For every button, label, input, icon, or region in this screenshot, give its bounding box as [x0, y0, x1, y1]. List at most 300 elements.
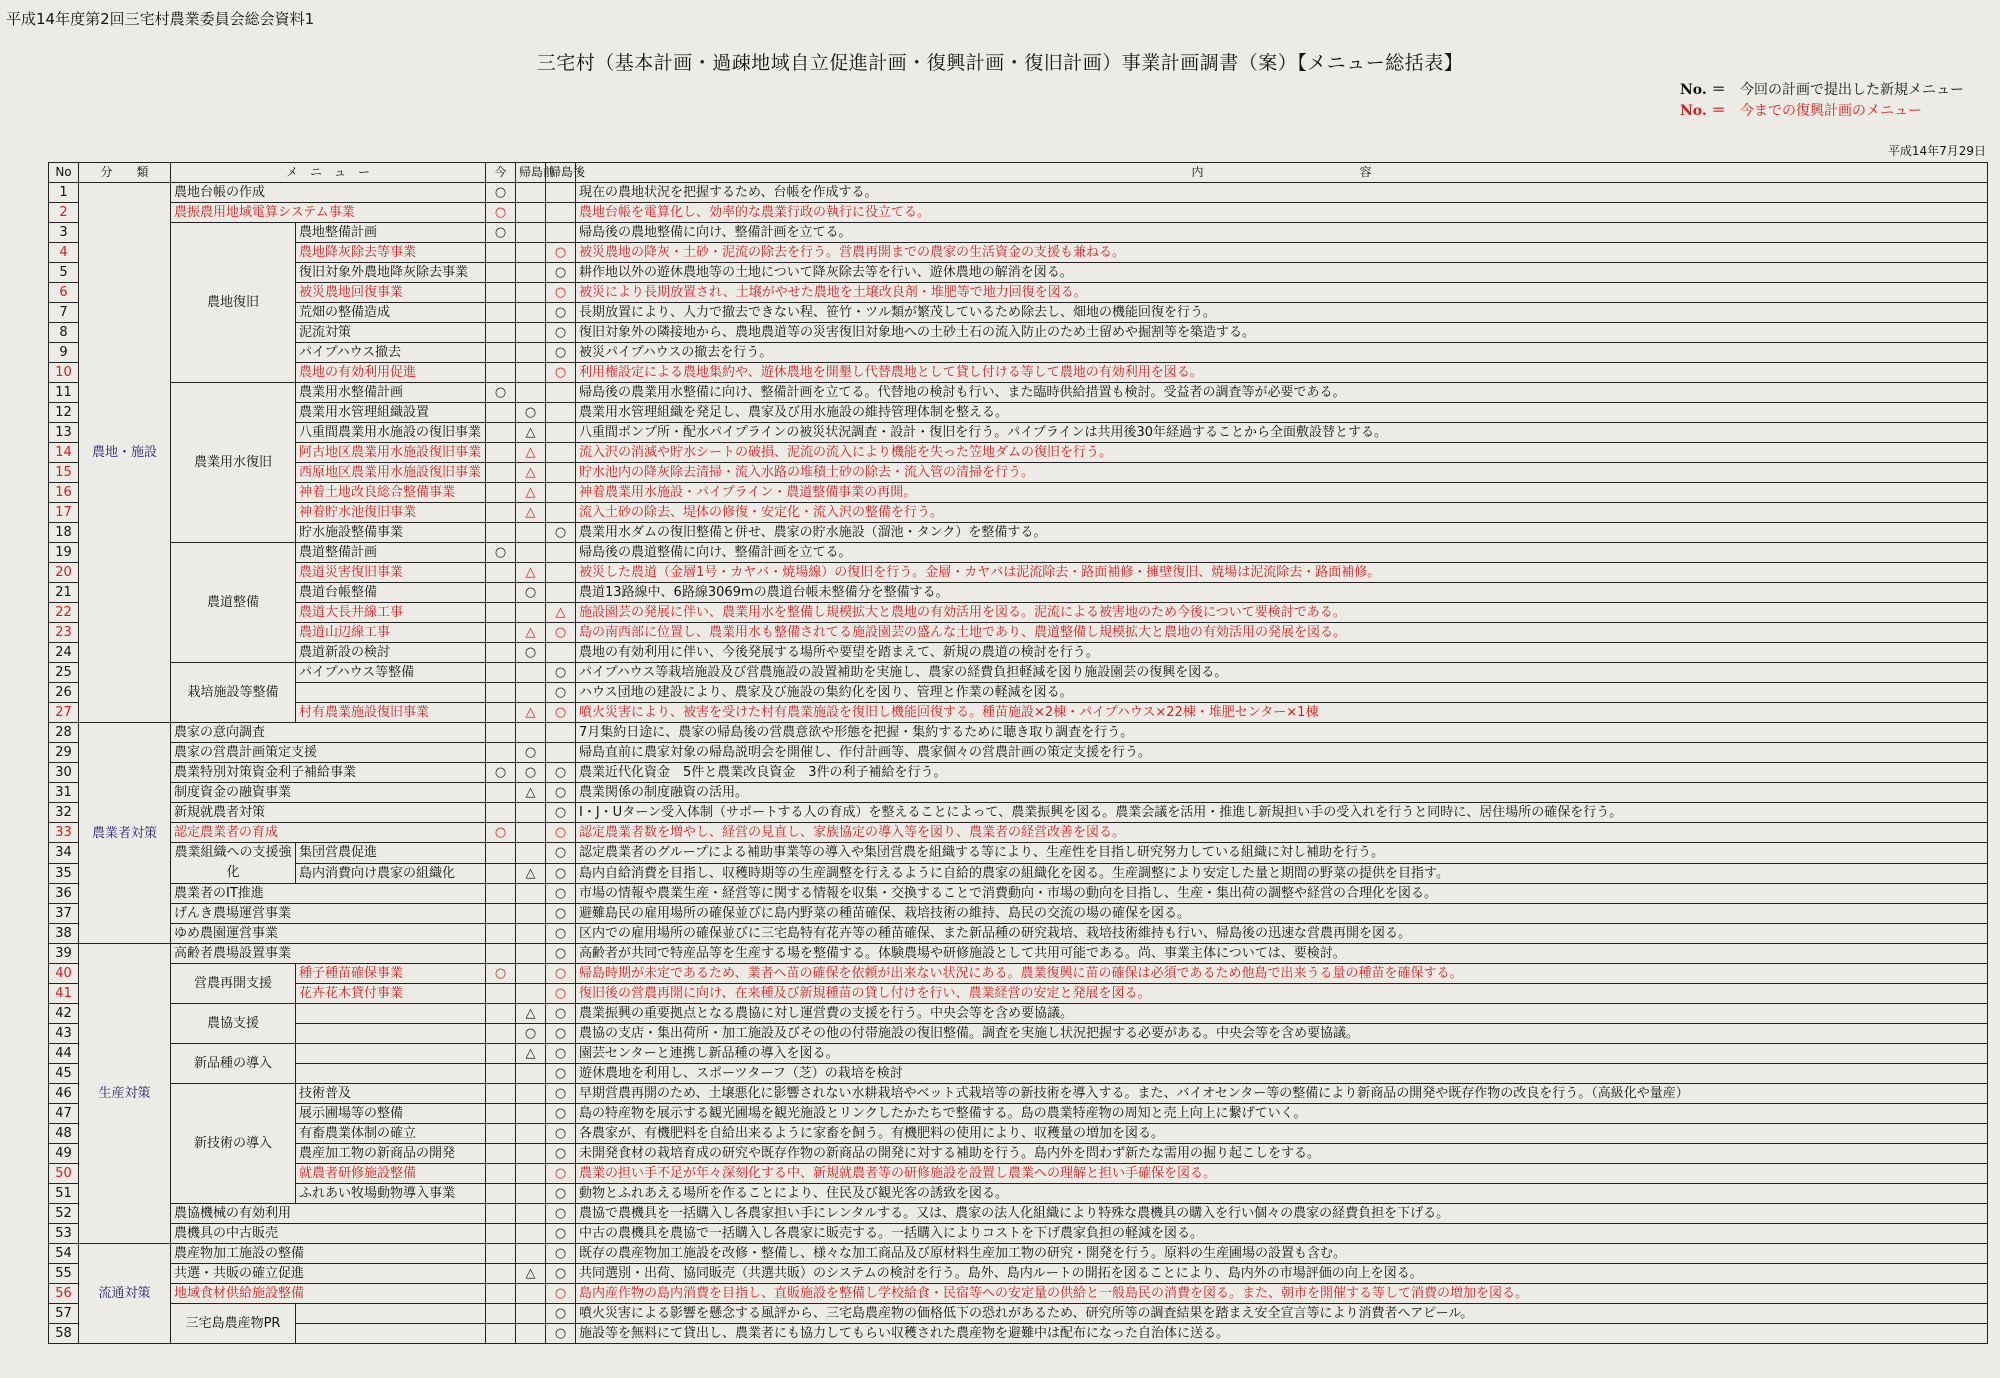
mark-after-return — [546, 203, 576, 223]
content-cell: 中古の農機具を農協で一括購入し各農家に販売する。一括購入によりコストを下げ農家負担の軽減を図る。 — [576, 1224, 1988, 1244]
mark-after-return — [546, 583, 576, 603]
row-number: 32 — [49, 803, 79, 823]
mark-ima — [486, 743, 516, 763]
mark-before-return — [516, 683, 546, 703]
mark-after-return: ○ — [546, 1024, 576, 1044]
mark-after-return: ○ — [546, 1044, 576, 1064]
row-number: 41 — [49, 984, 79, 1004]
mark-after-return — [546, 423, 576, 443]
menu-item: 泥流対策 — [296, 323, 486, 343]
menu-item — [296, 1024, 486, 1044]
content-cell: 農地の有効利用に伴い、今後発展する場所や要望を踏まえて、新規の農道の検討を行う。 — [576, 643, 1988, 663]
row-number: 8 — [49, 323, 79, 343]
content-cell: 被災パイプハウスの撤去を行う。 — [576, 343, 1988, 363]
content-cell: パイプハウス等栽培施設及び営農施設の設置補助を実施し、農家の経費負担軽減を図り施設園芸の復興を図る。 — [576, 663, 1988, 683]
mark-ima — [486, 403, 516, 423]
subgroup-label: 農地復旧 — [171, 223, 296, 383]
menu-item: 農地整備計画 — [296, 223, 486, 243]
mark-ima — [486, 1164, 516, 1184]
row-number: 46 — [49, 1084, 79, 1104]
menu-item: 被災農地回復事業 — [296, 283, 486, 303]
mark-after-return: ○ — [546, 884, 576, 904]
table-row — [49, 1224, 1988, 1244]
mark-before-return: △ — [516, 563, 546, 583]
legend-no: No. ＝ — [1680, 103, 1726, 119]
mark-after-return: ○ — [546, 623, 576, 643]
header-after: 帰島後 — [546, 163, 576, 183]
table-row — [49, 1144, 1988, 1164]
mark-ima — [486, 1244, 516, 1264]
content-cell: 帰島後の農地整備に向け、整備計画を立てる。 — [576, 223, 1988, 243]
mark-after-return: ○ — [546, 1184, 576, 1204]
mark-after-return: ○ — [546, 783, 576, 803]
table-row — [49, 1024, 1988, 1044]
table-row — [49, 303, 1988, 323]
mark-before-return: ○ — [516, 1024, 546, 1044]
mark-before-return — [516, 1244, 546, 1264]
mark-after-return: ○ — [546, 944, 576, 964]
content-cell: 農業用水ダムの復旧整備と併せ、農家の貯水施設（溜池・タンク）を整備する。 — [576, 523, 1988, 543]
table-row — [49, 1004, 1988, 1024]
content-cell: I・J・Uターン受入体制（サポートする人の育成）を整えることによって、農業振興を図る。農業会議を活用・推進し新規担い手の受入れを行うと同時に、居住場所の確保を行う。 — [576, 803, 1988, 823]
content-cell: 流入土砂の除去、堤体の修復・安定化・流入沢の整備を行う。 — [576, 503, 1988, 523]
table-row — [49, 403, 1988, 423]
table-row — [49, 503, 1988, 523]
content-cell: 復旧後の営農再開に向け、在来種及び新規種苗の貸し付けを行い、農業経営の安定と発展を図る。 — [576, 984, 1988, 1004]
row-number: 53 — [49, 1224, 79, 1244]
row-number: 39 — [49, 944, 79, 964]
row-number: 42 — [49, 1004, 79, 1024]
menu-item: 農道山辺線工事 — [296, 623, 486, 643]
mark-before-return — [516, 723, 546, 743]
table-row — [49, 243, 1988, 263]
mark-ima — [486, 1004, 516, 1024]
mark-ima — [486, 1104, 516, 1124]
content-cell: 島の特産物を展示する観光圃場を観光施設とリンクしたかたちで整備する。島の農業特産物の周知と売上向上に繋げていく。 — [576, 1104, 1988, 1124]
menu-summary-table — [48, 162, 1988, 1344]
mark-before-return — [516, 944, 546, 964]
row-number: 11 — [49, 383, 79, 403]
menu-item: 神着土地改良総合整備事業 — [296, 483, 486, 503]
content-cell: 7月集約日途に、農家の帰島後の営農意欲や形態を把握・集約するために聴き取り調査を行う。 — [576, 723, 1988, 743]
content-cell: 帰島直前に農家対象の帰島説明会を開催し、作付計画等、農家個々の営農計画の策定支援を行う。 — [576, 743, 1988, 763]
menu-item — [296, 683, 486, 703]
content-cell: 島内自給消費を目指し、収穫時期等の生産調整を行えるように自給的農家の組織化を図る。生産調整により安定した量と期間の野菜の提供を目指す。 — [576, 863, 1988, 884]
table-row — [49, 663, 1988, 683]
mark-ima — [486, 583, 516, 603]
table-row — [49, 1124, 1988, 1144]
mark-ima — [486, 523, 516, 543]
mark-ima — [486, 924, 516, 944]
table-row — [49, 323, 1988, 343]
content-cell: 噴火災害による影響を懸念する風評から、三宅島農産物の価格低下の恐れがあるため、研究所等の調査結果を踏まえ安全宣言等により消費者へアピール。 — [576, 1304, 1988, 1324]
mark-after-return: ○ — [546, 243, 576, 263]
menu-item: 島内消費向け農家の組織化 — [296, 863, 486, 884]
table-row — [49, 944, 1988, 964]
mark-before-return — [516, 904, 546, 924]
table-row — [49, 543, 1988, 563]
table-row — [49, 1244, 1988, 1264]
row-number: 5 — [49, 263, 79, 283]
mark-ima: ○ — [486, 183, 516, 203]
mark-before-return: △ — [516, 503, 546, 523]
menu-item: 地域食材供給施設整備 — [171, 1284, 486, 1304]
row-number: 30 — [49, 763, 79, 783]
subgroup-label: 営農再開支援 — [171, 964, 296, 1004]
content-cell: 農地台帳を電算化し、効率的な農業行政の執行に役立てる。 — [576, 203, 1988, 223]
row-number: 49 — [49, 1144, 79, 1164]
mark-after-return: ○ — [546, 1084, 576, 1104]
mark-ima — [486, 663, 516, 683]
menu-item: 神着貯水池復旧事業 — [296, 503, 486, 523]
row-number: 36 — [49, 884, 79, 904]
row-number: 38 — [49, 924, 79, 944]
content-cell: 農協で農機具を一括購入し各農家担い手にレンタルする。又は、農家の法人化組織により特殊な農機具の購入を行い個々の農家の経費負担を下げる。 — [576, 1204, 1988, 1224]
mark-before-return — [516, 823, 546, 843]
header-before: 帰島前 — [516, 163, 546, 183]
mark-before-return — [516, 263, 546, 283]
mark-ima — [486, 283, 516, 303]
table-row — [49, 283, 1988, 303]
subgroup-label: 栽培施設等整備 — [171, 663, 296, 723]
mark-after-return: ○ — [546, 1304, 576, 1324]
table-row — [49, 443, 1988, 463]
mark-before-return — [516, 1144, 546, 1164]
mark-ima — [486, 303, 516, 323]
table-row — [49, 683, 1988, 703]
content-cell: 被災農地の降灰・土砂・泥流の除去を行う。営農再開までの農家の生活資金の支援も兼ねる。 — [576, 243, 1988, 263]
table-row — [49, 984, 1988, 1004]
mark-after-return: ○ — [546, 1004, 576, 1024]
row-number: 12 — [49, 403, 79, 423]
mark-before-return — [516, 1324, 546, 1344]
mark-after-return — [546, 403, 576, 423]
content-cell: 被災により長期放置され、土壌がやせた農地を土壌改良剤・堆肥等で地力回復を図る。 — [576, 283, 1988, 303]
content-cell: 園芸センターと連携し新品種の導入を図る。 — [576, 1044, 1988, 1064]
header-ima: 今 — [486, 163, 516, 183]
menu-item: 農産物加工施設の整備 — [171, 1244, 486, 1264]
content-cell: 高齢者が共同で特産品等を生産する場を整備する。体験農場や研修施設として共用可能である。尚、事業主体については、要検討。 — [576, 944, 1988, 964]
legend-text: 今回の計画で提出した新規メニュー — [1740, 82, 1964, 98]
mark-ima — [486, 323, 516, 343]
table-row — [49, 563, 1988, 583]
menu-item: 復旧対象外農地降灰除去事業 — [296, 263, 486, 283]
content-cell: 農協の支店・集出荷所・加工施設及びその他の付帯施設の復旧整備。調査を実施し状況把握する必要がある。中央会等を含め要協議。 — [576, 1024, 1988, 1044]
menu-item — [296, 1044, 486, 1064]
content-cell: 既存の農産物加工施設を改修・整備し、様々な加工商品及び原材料生産加工物の研究・開発を行う。原料の生産圃場の設置も含む。 — [576, 1244, 1988, 1264]
mark-ima — [486, 1304, 516, 1324]
table-row — [49, 703, 1988, 723]
menu-item: 農産加工物の新商品の開発 — [296, 1144, 486, 1164]
mark-after-return: ○ — [546, 964, 576, 984]
row-number: 18 — [49, 523, 79, 543]
mark-ima — [486, 1324, 516, 1344]
menu-item: 就農者研修施設整備 — [296, 1164, 486, 1184]
mark-before-return — [516, 303, 546, 323]
mark-after-return: ○ — [546, 803, 576, 823]
row-number: 25 — [49, 663, 79, 683]
menu-item: 農道整備計画 — [296, 543, 486, 563]
content-cell: 貯水池内の降灰除去清掃・流入水路の堆積土砂の除去・流入管の清掃を行う。 — [576, 463, 1988, 483]
menu-item: 共選・共販の確立促進 — [171, 1264, 486, 1284]
mark-ima — [486, 1024, 516, 1044]
mark-after-return — [546, 743, 576, 763]
mark-before-return — [516, 984, 546, 1004]
subgroup-label: 農業組織への支援強化 — [171, 843, 296, 884]
content-cell: 未開発食材の栽培育成の研究や既存作物の新商品の開発に対する補助を行う。島内外を問わず新たな需用の掘り起こしをする。 — [576, 1144, 1988, 1164]
table-row — [49, 583, 1988, 603]
mark-after-return: ○ — [546, 703, 576, 723]
content-cell: 認定農業者のグループによる補助事業等の導入や集団営農を組織する等により、生産性を目指し研究努力している組織に対し補助を行う。 — [576, 843, 1988, 864]
mark-after-return: ○ — [546, 683, 576, 703]
table-row — [49, 183, 1988, 203]
table-row — [49, 643, 1988, 663]
subgroup-label: 農協支援 — [171, 1004, 296, 1044]
mark-after-return — [546, 443, 576, 463]
row-number: 3 — [49, 223, 79, 243]
content-cell: 耕作地以外の遊休農地等の土地について降灰除去等を行い、遊休農地の解消を図る。 — [576, 263, 1988, 283]
table-row — [49, 743, 1988, 763]
category-label: 流通対策 — [79, 1244, 171, 1344]
row-number: 7 — [49, 303, 79, 323]
table-row — [49, 603, 1988, 623]
table-row — [49, 863, 1988, 884]
mark-ima — [486, 1124, 516, 1144]
mark-after-return — [546, 563, 576, 583]
content-cell: 被災した農道（金層1号・カヤバ・焼場線）の復旧を行う。金層・カヤバは泥流除去・路面補修・擁壁復旧、焼場は泥流除去・路面補修。 — [576, 563, 1988, 583]
row-number: 54 — [49, 1244, 79, 1264]
mark-before-return — [516, 283, 546, 303]
row-number: 37 — [49, 904, 79, 924]
mark-ima — [486, 803, 516, 823]
mark-before-return — [516, 183, 546, 203]
row-number: 33 — [49, 823, 79, 843]
table-row — [49, 1104, 1988, 1124]
content-cell: 流入沢の消滅や貯水シートの破損、泥流の流入により機能を失った笠地ダムの復旧を行う。 — [576, 443, 1988, 463]
row-number: 40 — [49, 964, 79, 984]
menu-item: ふれあい牧場動物導入事業 — [296, 1184, 486, 1204]
row-number: 57 — [49, 1304, 79, 1324]
table-row — [49, 483, 1988, 503]
mark-after-return — [546, 223, 576, 243]
mark-before-return: △ — [516, 1044, 546, 1064]
mark-ima — [486, 1044, 516, 1064]
mark-ima — [486, 783, 516, 803]
table-row — [49, 1324, 1988, 1344]
menu-item: 農道大長井線工事 — [296, 603, 486, 623]
menu-item: 集団営農促進 — [296, 843, 486, 864]
mark-before-return — [516, 1084, 546, 1104]
mark-ima — [486, 263, 516, 283]
mark-after-return: ○ — [546, 283, 576, 303]
mark-after-return: ○ — [546, 843, 576, 864]
menu-item: 農協機械の有効利用 — [171, 1204, 486, 1224]
menu-item: 荒畑の整備造成 — [296, 303, 486, 323]
row-number: 35 — [49, 863, 79, 884]
subgroup-label: 農業用水復旧 — [171, 383, 296, 543]
content-cell: 復旧対象外の隣接地から、農地農道等の災害復旧対象地への土砂土石の流入防止のため土留めや掘割等を築造する。 — [576, 323, 1988, 343]
mark-ima — [486, 1264, 516, 1284]
mark-ima — [486, 243, 516, 263]
mark-before-return: △ — [516, 423, 546, 443]
mark-ima: ○ — [486, 823, 516, 843]
table-row — [49, 263, 1988, 283]
mark-ima — [486, 483, 516, 503]
content-cell: 帰島時期が未定であるため、業者へ苗の確保を依頼が出来ない状況にある。農業復興に苗の確保は必須であるため他島で出来うる量の種苗を確保する。 — [576, 964, 1988, 984]
menu-item: 農地降灰除去等事業 — [296, 243, 486, 263]
mark-ima — [486, 623, 516, 643]
menu-item: 認定農業者の育成 — [171, 823, 486, 843]
row-number: 45 — [49, 1064, 79, 1084]
row-number: 51 — [49, 1184, 79, 1204]
mark-after-return — [546, 483, 576, 503]
legend-item-new — [1680, 80, 1964, 101]
row-number: 20 — [49, 563, 79, 583]
mark-after-return: ○ — [546, 1144, 576, 1164]
menu-item: 農地台帳の作成 — [171, 183, 486, 203]
mark-before-return — [516, 363, 546, 383]
menu-item: 有畜農業体制の確立 — [296, 1124, 486, 1144]
mark-before-return: △ — [516, 1004, 546, 1024]
content-cell: ハウス団地の建設により、農家及び施設の集約化を図り、管理と作業の軽減を図る。 — [576, 683, 1988, 703]
mark-before-return — [516, 383, 546, 403]
menu-item: 貯水施設整備事業 — [296, 523, 486, 543]
mark-ima — [486, 1064, 516, 1084]
content-cell: 現在の農地状況を把握するため、台帳を作成する。 — [576, 183, 1988, 203]
table-row — [49, 203, 1988, 223]
mark-before-return — [516, 843, 546, 864]
menu-item: 農地の有効利用促進 — [296, 363, 486, 383]
row-number: 43 — [49, 1024, 79, 1044]
mark-ima — [486, 563, 516, 583]
table-row — [49, 1064, 1988, 1084]
content-cell: 区内での雇用場所の確保並びに三宅島特有花卉等の種苗確保、また新品種の研究栽培、栽培技術維持も行い、帰島後の迅速な営農再開を図る。 — [576, 924, 1988, 944]
subgroup-label: 農道整備 — [171, 543, 296, 663]
menu-item: 技術普及 — [296, 1084, 486, 1104]
document-title: 三宅村（基本計画・過疎地域自立促進計画・復興計画・復旧計画）事業計画調書（案）【メニュー総括表】 — [536, 52, 1464, 74]
content-cell: 農業近代化資金 5件と農業改良資金 3件の利子補給を行う。 — [576, 763, 1988, 783]
mark-after-return: ○ — [546, 1104, 576, 1124]
table-body — [49, 183, 1988, 1344]
subgroup-label: 新技術の導入 — [171, 1084, 296, 1204]
table-header — [49, 163, 1988, 183]
content-cell: 早期営農再開のため、土壌悪化に影響されない水耕栽培やベット式栽培等の新技術を導入する。また、バイオセンター等の整備により新商品の開発や既存作物の改良を行う。（高級化や量産） — [576, 1084, 1988, 1104]
content-cell: 農業用水管理組織を発足し、農家及び用水施設の維持管理体制を整える。 — [576, 403, 1988, 423]
mark-before-return: △ — [516, 443, 546, 463]
table-row — [49, 964, 1988, 984]
table-row — [49, 783, 1988, 803]
row-number: 21 — [49, 583, 79, 603]
table-row — [49, 763, 1988, 783]
menu-item: ゆめ農園運営事業 — [171, 924, 486, 944]
content-cell: 遊休農地を利用し、スポーツターフ（芝）の栽培を検討 — [576, 1064, 1988, 1084]
mark-after-return: ○ — [546, 1324, 576, 1344]
mark-ima — [486, 343, 516, 363]
mark-before-return: △ — [516, 623, 546, 643]
mark-after-return — [546, 463, 576, 483]
mark-after-return — [546, 503, 576, 523]
mark-ima — [486, 1204, 516, 1224]
mark-before-return — [516, 663, 546, 683]
mark-before-return: ○ — [516, 643, 546, 663]
content-cell: 農道13路線中、6路線3069mの農道台帳未整備分を整備する。 — [576, 583, 1988, 603]
mark-after-return — [546, 723, 576, 743]
mark-ima — [486, 363, 516, 383]
content-cell: 農業関係の制度融資の活用。 — [576, 783, 1988, 803]
menu-item: 農家の意向調査 — [171, 723, 486, 743]
row-number: 1 — [49, 183, 79, 203]
menu-item: 農業者のIT推進 — [171, 884, 486, 904]
menu-item: げんき農場運営事業 — [171, 904, 486, 924]
table-row — [49, 1284, 1988, 1304]
mark-before-return — [516, 924, 546, 944]
mark-ima: ○ — [486, 203, 516, 223]
menu-item: 農業特別対策資金利子補給事業 — [171, 763, 486, 783]
content-cell: 神着農業用水施設・パイプライン・農道整備事業の再開。 — [576, 483, 1988, 503]
mark-before-return — [516, 803, 546, 823]
mark-ima — [486, 1144, 516, 1164]
content-cell: 避難島民の雇用場所の確保並びに島内野菜の種苗確保、栽培技術の維持、島民の交流の場の確保を図る。 — [576, 904, 1988, 924]
menu-item: 新規就農者対策 — [171, 803, 486, 823]
menu-item: 農道新設の検討 — [296, 643, 486, 663]
header-no: No — [49, 163, 79, 183]
mark-ima — [486, 643, 516, 663]
table-row — [49, 523, 1988, 543]
table-row — [49, 363, 1988, 383]
mark-after-return: ○ — [546, 363, 576, 383]
content-cell: 島の南西部に位置し、農業用水も整備されてる施設園芸の盛んな土地であり、農道整備し規模拡大と農地の有効活用の発展を図る。 — [576, 623, 1988, 643]
content-cell: 帰島後の農業用水整備に向け、整備計画を立てる。代替地の検討も行い、また臨時供給措置も検討。受益者の調査等が必要である。 — [576, 383, 1988, 403]
mark-after-return: ○ — [546, 323, 576, 343]
mark-ima — [486, 1224, 516, 1244]
table-row — [49, 1044, 1988, 1064]
table-row — [49, 884, 1988, 904]
mark-before-return — [516, 343, 546, 363]
mark-before-return — [516, 223, 546, 243]
legend-text: 今までの復興計画のメニュー — [1740, 103, 1922, 119]
mark-ima — [486, 863, 516, 884]
menu-item: 高齢者農場設置事業 — [171, 944, 486, 964]
mark-after-return: ○ — [546, 763, 576, 783]
mark-ima: ○ — [486, 543, 516, 563]
mark-ima: ○ — [486, 763, 516, 783]
menu-item — [296, 1004, 486, 1024]
table-row — [49, 803, 1988, 823]
row-number: 27 — [49, 703, 79, 723]
table-row — [49, 723, 1988, 743]
menu-item: 農機具の中古販売 — [171, 1224, 486, 1244]
mark-before-return — [516, 243, 546, 263]
row-number: 13 — [49, 423, 79, 443]
mark-before-return — [516, 1124, 546, 1144]
content-cell: 認定農業者数を増やし、経営の見直し、家族協定の導入等を図り、農業者の経営改善を図る。 — [576, 823, 1988, 843]
table-row — [49, 924, 1988, 944]
content-cell: 施設園芸の発展に伴い、農業用水を整備し規模拡大と農地の有効活用を図る。泥流による被害地のため今後について要検討である。 — [576, 603, 1988, 623]
table-row — [49, 463, 1988, 483]
mark-after-return: ○ — [546, 984, 576, 1004]
mark-before-return — [516, 1304, 546, 1324]
menu-item: 農道台帳整備 — [296, 583, 486, 603]
mark-after-return: ○ — [546, 523, 576, 543]
mark-after-return: ○ — [546, 1224, 576, 1244]
header-naiyo: 内 容 — [576, 163, 1988, 183]
menu-item — [296, 1064, 486, 1084]
mark-after-return: ○ — [546, 823, 576, 843]
mark-after-return — [546, 183, 576, 203]
row-number: 48 — [49, 1124, 79, 1144]
mark-after-return: ○ — [546, 303, 576, 323]
table-row — [49, 623, 1988, 643]
